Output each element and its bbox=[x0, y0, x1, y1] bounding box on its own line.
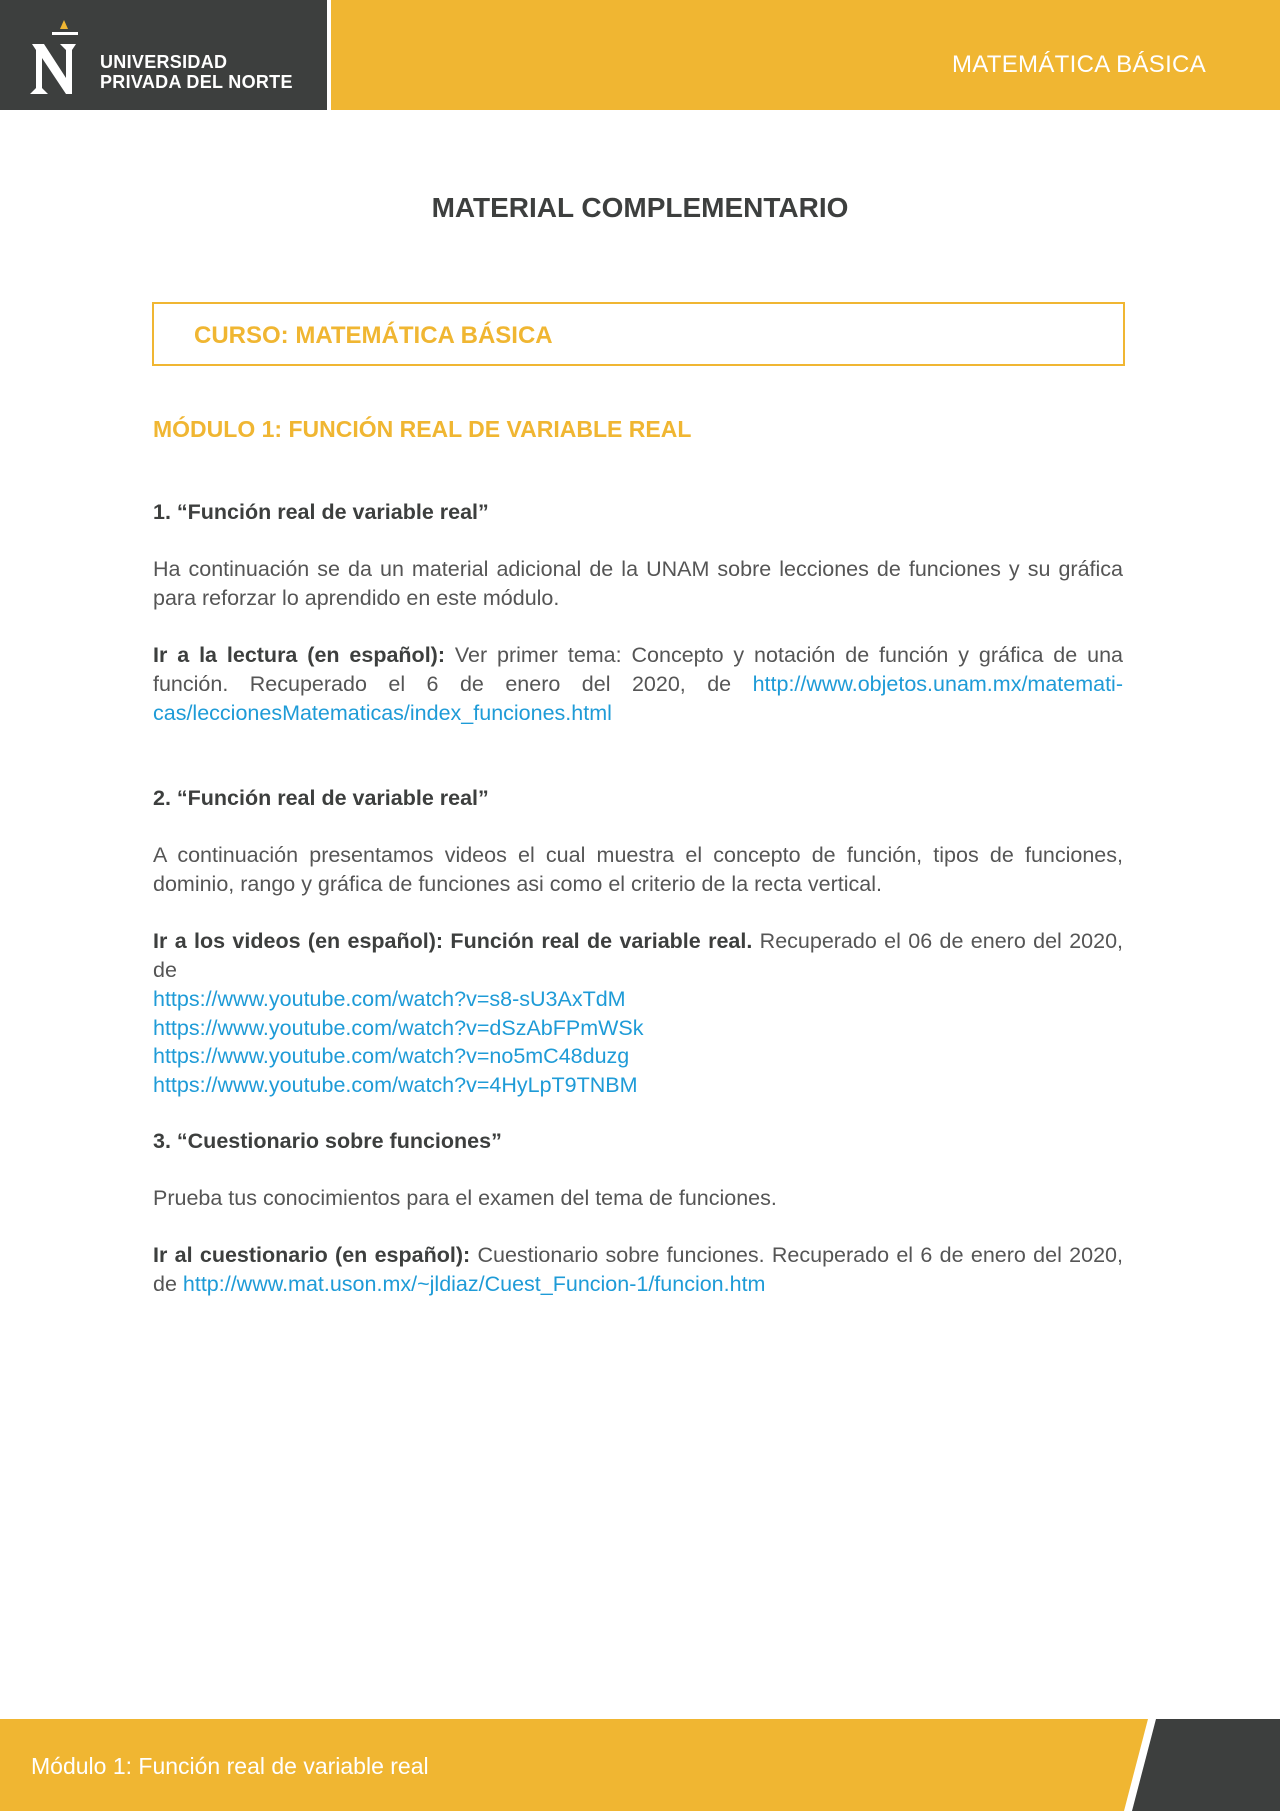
course-box bbox=[152, 302, 1125, 366]
section-1-url-link[interactable]: http://www.objetos.unam.mx/matemati-cas/leccionesMatematicas/index_funciones.html bbox=[153, 672, 1123, 725]
section-3-heading: 3. “Cuestionario sobre funciones” bbox=[153, 1129, 502, 1153]
video-link[interactable]: https://www.youtube.com/watch?v=4HyLpT9TNBM bbox=[153, 1072, 638, 1097]
video-link[interactable]: https://www.youtube.com/watch?v=no5mC48duzg bbox=[153, 1044, 630, 1068]
page-footer bbox=[0, 1719, 1280, 1811]
video-link[interactable]: https://www.youtube.com/watch?v=s8-sU3AxTdM bbox=[153, 987, 626, 1011]
section-2-heading: 2. “Función real de variable real” bbox=[153, 786, 489, 810]
logo-line-1: UNIVERSIDAD bbox=[100, 52, 228, 72]
section-3-description: Prueba tus conocimientos para el examen del tema de funciones. bbox=[153, 1186, 777, 1210]
page-title: MATERIAL COMPLEMENTARIO bbox=[431, 192, 849, 223]
header-course-title: MATEMÁTICA BÁSICA bbox=[951, 51, 1206, 78]
logo-text bbox=[100, 52, 293, 92]
section-3-link-text: Cuestionario sobre funciones. Recuperado el 6 de enero del 2020, de bbox=[153, 1243, 1123, 1296]
section-1-link-label: Ir a la lectura (en español): bbox=[153, 643, 445, 667]
section-3-quiz bbox=[153, 1241, 1123, 1299]
section-1-reading bbox=[153, 641, 1123, 728]
university-logo bbox=[0, 0, 327, 110]
section-3-link-label: Ir al cuestionario (en español): bbox=[153, 1243, 471, 1267]
section-1-description: Ha continuación se da un material adicional de la UNAM sobre lecciones de funciones y su gráfica para reforzar lo aprendido en este módulo. bbox=[153, 557, 1123, 610]
video-link[interactable]: https://www.youtube.com/watch?v=dSzAbFPmWSk bbox=[153, 1015, 644, 1040]
course-label: CURSO: MATEMÁTICA BÁSICA bbox=[194, 322, 553, 349]
page-header bbox=[0, 0, 1280, 110]
footer-decoration bbox=[1100, 1719, 1280, 1811]
section-2-link-label: Ir a los videos (en español): Función real de variable real. bbox=[153, 929, 753, 953]
section-2-description: A continuación presentamos videos el cual muestra el concepto de función, tipos de funciones, dominio, rango y gráfica de funciones asi como el criterio de la recta vertical. bbox=[153, 843, 1123, 896]
section-2-link-text: Recuperado el 06 de enero del 2020, de bbox=[153, 929, 1123, 982]
video-link-list bbox=[153, 985, 1123, 1099]
logo-line-2: PRIVADA DEL NORTE bbox=[100, 72, 293, 92]
upn-logo-icon bbox=[28, 20, 82, 96]
section-1-heading: 1. “Función real de variable real” bbox=[153, 500, 489, 524]
module-title: MÓDULO 1: FUNCIÓN REAL DE VARIABLE REAL bbox=[153, 416, 692, 442]
section-3-url-link[interactable]: http://www.mat.uson.mx/~jldiaz/Cuest_Funcion-1/funcion.htm bbox=[182, 1272, 766, 1296]
section-1-link-text: Ver primer tema: Concepto y notación de función y gráfica de una función. Recuperado el 6 de enero del 2020, de bbox=[153, 643, 1123, 696]
content-body bbox=[153, 498, 1123, 1299]
footer-module-label: Módulo 1: Función real de variable real bbox=[31, 1753, 429, 1779]
section-2-videos bbox=[153, 927, 1123, 985]
header-divider bbox=[327, 0, 331, 110]
